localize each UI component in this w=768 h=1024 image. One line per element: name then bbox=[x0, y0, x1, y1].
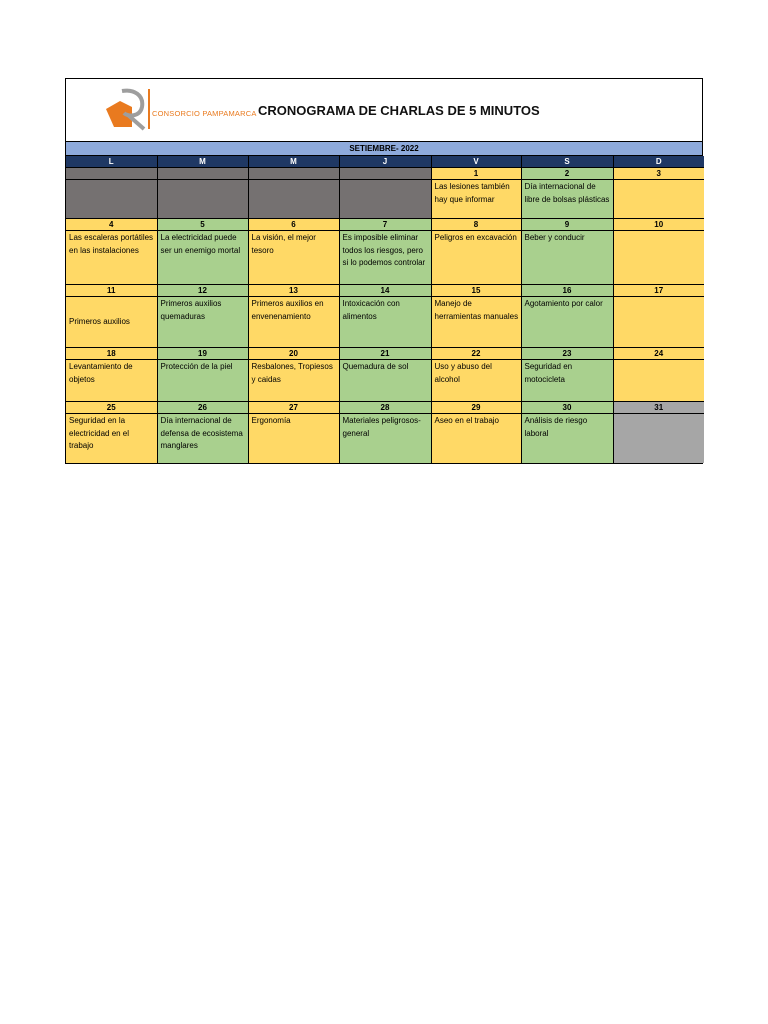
calendar-table bbox=[66, 156, 704, 463]
day-topic bbox=[339, 180, 431, 219]
day-number bbox=[248, 168, 339, 180]
day-topic bbox=[613, 360, 704, 402]
date-number-row bbox=[66, 219, 704, 231]
weekday-label: M bbox=[248, 156, 339, 168]
day-topic: Seguridad en la electricidad en el trabajo bbox=[66, 414, 157, 464]
weekday-label: V bbox=[431, 156, 521, 168]
day-number: 28 bbox=[339, 402, 431, 414]
day-topic: Materiales peligrosos-general bbox=[339, 414, 431, 464]
day-number: 17 bbox=[613, 285, 704, 297]
day-number: 7 bbox=[339, 219, 431, 231]
date-number-row bbox=[66, 285, 704, 297]
day-number: 20 bbox=[248, 348, 339, 360]
day-number bbox=[339, 168, 431, 180]
day-number: 11 bbox=[66, 285, 157, 297]
day-number: 5 bbox=[157, 219, 248, 231]
day-topic: Quemadura de sol bbox=[339, 360, 431, 402]
day-topic bbox=[248, 180, 339, 219]
month-label: SETIEMBRE- 2022 bbox=[66, 142, 702, 156]
day-number: 9 bbox=[521, 219, 613, 231]
day-number: 14 bbox=[339, 285, 431, 297]
day-topic: Las lesiones también hay que informar bbox=[431, 180, 521, 219]
day-number: 29 bbox=[431, 402, 521, 414]
day-topic: Beber y conducir bbox=[521, 231, 613, 285]
weekday-label: S bbox=[521, 156, 613, 168]
day-number: 15 bbox=[431, 285, 521, 297]
date-number-row bbox=[66, 348, 704, 360]
day-topic: Es imposible eliminar todos los riesgos, pero si lo podemos controlar bbox=[339, 231, 431, 285]
day-number: 23 bbox=[521, 348, 613, 360]
day-topic bbox=[613, 180, 704, 219]
day-topic: Primeros auxilios en envenenamiento bbox=[248, 297, 339, 348]
day-number: 12 bbox=[157, 285, 248, 297]
day-topic bbox=[66, 180, 157, 219]
day-topic: Análisis de riesgo laboral bbox=[521, 414, 613, 464]
day-topic: Ergonomía bbox=[248, 414, 339, 464]
day-topic: Uso y abuso del alcohol bbox=[431, 360, 521, 402]
schedule-sheet bbox=[65, 78, 703, 464]
day-topic: Día internacional de libre de bolsas plásticas bbox=[521, 180, 613, 219]
day-number: 3 bbox=[613, 168, 704, 180]
date-number-row bbox=[66, 402, 704, 414]
day-number: 30 bbox=[521, 402, 613, 414]
day-number: 31 bbox=[613, 402, 704, 414]
topic-row bbox=[66, 360, 704, 402]
day-topic: Peligros en excavación bbox=[431, 231, 521, 285]
day-number: 8 bbox=[431, 219, 521, 231]
day-number: 27 bbox=[248, 402, 339, 414]
day-number: 13 bbox=[248, 285, 339, 297]
day-number: 10 bbox=[613, 219, 704, 231]
sheet-header bbox=[66, 79, 702, 142]
day-topic: Intoxicación con alimentos bbox=[339, 297, 431, 348]
weekday-label: D bbox=[613, 156, 704, 168]
topic-row bbox=[66, 231, 704, 285]
day-number: 16 bbox=[521, 285, 613, 297]
day-topic: Las escaleras portátiles en las instalaciones bbox=[66, 231, 157, 285]
weekday-header-row bbox=[66, 156, 704, 168]
day-topic: Protección de la piel bbox=[157, 360, 248, 402]
topic-row bbox=[66, 414, 704, 464]
day-number bbox=[157, 168, 248, 180]
weekday-label: J bbox=[339, 156, 431, 168]
topic-row bbox=[66, 180, 704, 219]
day-number: 2 bbox=[521, 168, 613, 180]
day-number: 1 bbox=[431, 168, 521, 180]
day-topic: Aseo en el trabajo bbox=[431, 414, 521, 464]
day-topic bbox=[157, 180, 248, 219]
day-number: 4 bbox=[66, 219, 157, 231]
day-topic: Agotamiento por calor bbox=[521, 297, 613, 348]
day-topic: Levantamiento de objetos bbox=[66, 360, 157, 402]
topic-row bbox=[66, 297, 704, 348]
day-number: 22 bbox=[431, 348, 521, 360]
date-number-row bbox=[66, 168, 704, 180]
day-topic: La electricidad puede ser un enemigo mortal bbox=[157, 231, 248, 285]
day-number: 26 bbox=[157, 402, 248, 414]
day-number: 25 bbox=[66, 402, 157, 414]
weekday-label: L bbox=[66, 156, 157, 168]
day-number: 18 bbox=[66, 348, 157, 360]
day-topic: Primeros auxilios bbox=[66, 297, 157, 348]
day-topic bbox=[613, 297, 704, 348]
day-number: 6 bbox=[248, 219, 339, 231]
day-topic bbox=[613, 231, 704, 285]
day-topic bbox=[613, 414, 704, 464]
logo-company-name: CONSORCIO PAMPAMARCA bbox=[152, 109, 257, 118]
logo-divider bbox=[148, 89, 150, 129]
day-number: 19 bbox=[157, 348, 248, 360]
day-number: 21 bbox=[339, 348, 431, 360]
day-topic: Manejo de herramientas manuales bbox=[431, 297, 521, 348]
day-number: 24 bbox=[613, 348, 704, 360]
day-topic: La visión, el mejor tesoro bbox=[248, 231, 339, 285]
day-number bbox=[66, 168, 157, 180]
weekday-label: M bbox=[157, 156, 248, 168]
day-topic: Seguridad en motocicleta bbox=[521, 360, 613, 402]
page-title: CRONOGRAMA DE CHARLAS DE 5 MINUTOS bbox=[258, 103, 540, 118]
day-topic: Día internacional de defensa de ecosistema manglares bbox=[157, 414, 248, 464]
day-topic: Resbalones, Tropiesos y caidas bbox=[248, 360, 339, 402]
day-topic: Primeros auxilios quemaduras bbox=[157, 297, 248, 348]
